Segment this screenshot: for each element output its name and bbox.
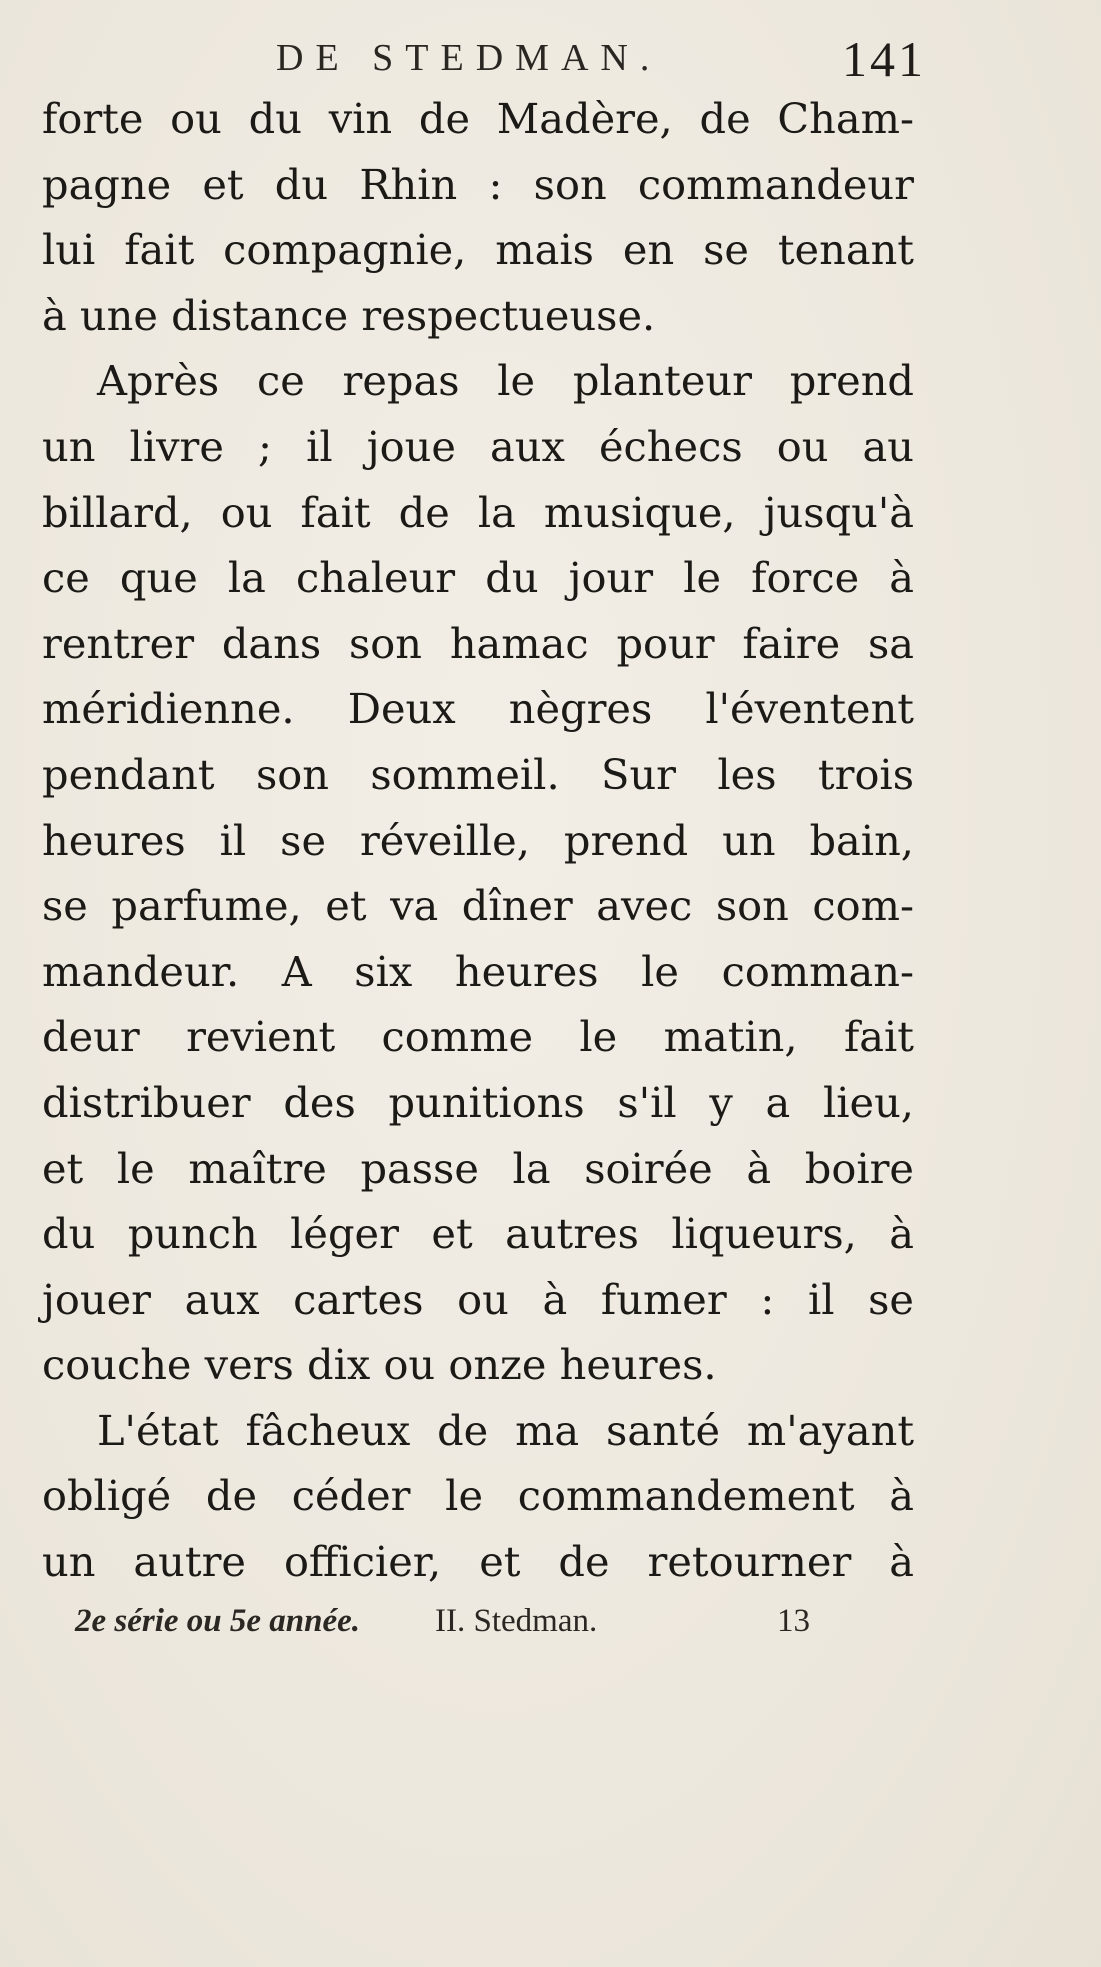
text-line: couche vers dix ou onze heures.	[42, 1340, 717, 1390]
text-line: distribuer des punitions s'il y a lieu,	[42, 1077, 914, 1127]
text-line: jouer aux cartes ou à fumer : il se	[42, 1274, 914, 1324]
text-line: heures il se réveille, prend un bain,	[42, 815, 914, 865]
text-line: L'état fâcheux de ma santé m'ayant	[97, 1405, 914, 1455]
page-number: 141	[842, 31, 926, 87]
text-line: du punch léger et autres liqueurs, à	[42, 1209, 914, 1259]
series-signature: 2e série ou 5e année.	[75, 1603, 361, 1639]
text-line: pagne et du Rhin : son commandeur	[42, 159, 914, 209]
running-title: DE STEDMAN.	[276, 37, 662, 79]
text-line: mandeur. A six heures le comman-	[42, 946, 914, 996]
sheet-signature: 13	[777, 1603, 810, 1639]
volume-signature: II. Stedman.	[435, 1603, 598, 1639]
text-line: et le maître passe la soirée à boire	[42, 1143, 914, 1193]
body-text	[42, 86, 914, 1595]
running-head	[276, 30, 926, 86]
text-line: Après ce repas le planteur prend	[97, 356, 914, 406]
text-line: un livre ; il joue aux échecs ou au	[42, 421, 914, 471]
text-line: forte ou du vin de Madère, de Cham-	[42, 94, 914, 143]
text-line: deur revient comme le matin, fait	[42, 1012, 914, 1062]
text-line: rentrer dans son hamac pour faire sa	[42, 618, 914, 668]
text-line: ce que la chaleur du jour le force à	[42, 553, 914, 603]
text-line: pendant son sommeil. Sur les trois	[42, 749, 914, 799]
text-line: un autre officier, et de retourner à	[42, 1537, 914, 1587]
text-line: obligé de céder le commandement à	[42, 1471, 914, 1521]
text-line: à une distance respectueuse.	[42, 290, 656, 340]
text-line: méridienne. Deux nègres l'éventent	[42, 684, 914, 734]
text-line: se parfume, et va dîner avec son com-	[42, 881, 914, 931]
text-line: billard, ou fait de la musique, jusqu'à	[42, 487, 914, 537]
signature-line	[75, 1603, 825, 1643]
text-line: lui fait compagnie, mais en se tenant	[42, 225, 914, 275]
